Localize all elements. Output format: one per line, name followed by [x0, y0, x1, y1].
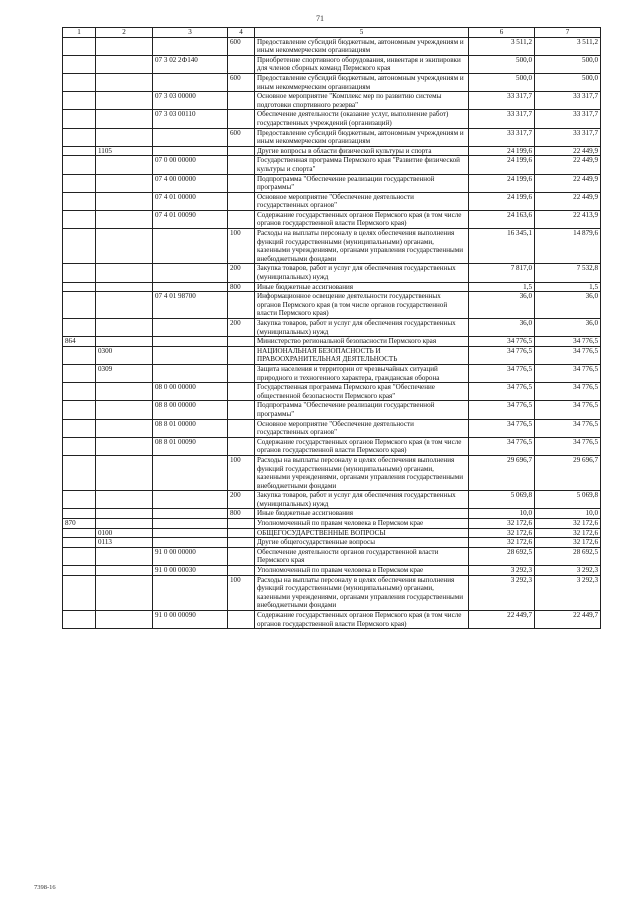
amount-2017-cell: 34 776,5: [469, 346, 535, 364]
expense-type-cell: 100: [228, 229, 255, 264]
admin-code-cell: 864: [63, 337, 96, 347]
expense-type-cell: [228, 156, 255, 174]
admin-code-cell: [63, 538, 96, 548]
target-code-cell: [153, 264, 228, 282]
amount-2018-cell: 22 449,9: [535, 192, 601, 210]
amount-2018-cell: 14 879,6: [535, 229, 601, 264]
section-code-cell: [96, 611, 153, 629]
section-code-cell: [96, 383, 153, 401]
description-cell: Предоставление субсидий бюджетным, автономным учреждениям и иным некоммерческим организациям: [255, 73, 469, 91]
target-code-cell: [153, 519, 228, 529]
expense-type-cell: [228, 210, 255, 228]
section-code-cell: [96, 229, 153, 264]
expense-type-cell: [228, 611, 255, 629]
amount-2017-cell: 24 199,6: [469, 192, 535, 210]
description-cell: Закупка товаров, работ и услуг для обеспечения государственных (муниципальных) нужд: [255, 319, 469, 337]
section-code-cell: [96, 401, 153, 419]
description-cell: Закупка товаров, работ и услуг для обеспечения государственных (муниципальных) нужд: [255, 491, 469, 509]
section-code-cell: [96, 419, 153, 437]
section-code-cell: [96, 110, 153, 128]
section-code-cell: 0309: [96, 364, 153, 382]
description-cell: Расходы на выплаты персоналу в целях обеспечения выполнения функций государственными (муниципальными) органами, казенными учреждениями, органами управления государственными внебюджетными фондами: [255, 455, 469, 490]
table-row: [63, 156, 601, 174]
admin-code-cell: [63, 146, 96, 156]
section-code-cell: [96, 575, 153, 610]
description-cell: Государственная программа Пермского края "Развитие физической культуры и спорта": [255, 156, 469, 174]
header-cell: 6: [469, 28, 535, 38]
description-cell: Подпрограмма "Обеспечение реализации государственной программы": [255, 174, 469, 192]
amount-2017-cell: 34 776,5: [469, 337, 535, 347]
table-row: [63, 519, 601, 529]
target-code-cell: 08 8 00 00000: [153, 401, 228, 419]
target-code-cell: [153, 146, 228, 156]
admin-code-cell: [63, 566, 96, 576]
table-row: [63, 419, 601, 437]
table-row: [63, 528, 601, 538]
section-code-cell: [96, 491, 153, 509]
expense-type-cell: 100: [228, 575, 255, 610]
expense-type-cell: [228, 519, 255, 529]
amount-2018-cell: 5 069,8: [535, 491, 601, 509]
table-row: [63, 282, 601, 292]
target-code-cell: 07 4 01 98700: [153, 292, 228, 319]
description-cell: Обеспечение деятельности органов государственной власти Пермского края: [255, 547, 469, 565]
table-row: [63, 319, 601, 337]
description-cell: Содержание государственных органов Пермского края (в том числе органов государственной власти Пермского края): [255, 437, 469, 455]
admin-code-cell: [63, 210, 96, 228]
amount-2017-cell: 32 172,6: [469, 519, 535, 529]
description-cell: Закупка товаров, работ и услуг для обеспечения государственных (муниципальных) нужд: [255, 264, 469, 282]
description-cell: Основное мероприятие "Обеспечение деятельности государственных органов": [255, 419, 469, 437]
target-code-cell: [153, 528, 228, 538]
amount-2017-cell: 1,5: [469, 282, 535, 292]
table-row: [63, 110, 601, 128]
amount-2018-cell: 36,0: [535, 319, 601, 337]
description-cell: Государственная программа Пермского края "Обеспечение общественной безопасности Пермского края": [255, 383, 469, 401]
amount-2018-cell: 500,0: [535, 73, 601, 91]
table-row: [63, 55, 601, 73]
target-code-cell: [153, 491, 228, 509]
table-row: [63, 210, 601, 228]
amount-2017-cell: 33 317,7: [469, 92, 535, 110]
amount-2017-cell: 28 692,5: [469, 547, 535, 565]
description-cell: Подпрограмма "Обеспечение реализации государственной программы": [255, 401, 469, 419]
description-cell: Содержание государственных органов Пермского края (в том числе органов государственной власти Пермского края): [255, 210, 469, 228]
table-row: [63, 346, 601, 364]
header-cell: 4: [228, 28, 255, 38]
amount-2017-cell: 34 776,5: [469, 419, 535, 437]
expense-type-cell: [228, 174, 255, 192]
description-cell: Обеспечение деятельности (оказание услуг, выполнение работ) государственных учреждений (организаций): [255, 110, 469, 128]
target-code-cell: [153, 337, 228, 347]
expense-type-cell: [228, 419, 255, 437]
section-code-cell: [96, 547, 153, 565]
section-code-cell: [96, 264, 153, 282]
section-code-cell: [96, 292, 153, 319]
target-code-cell: 91 0 00 00090: [153, 611, 228, 629]
target-code-cell: 07 4 00 00000: [153, 174, 228, 192]
admin-code-cell: [63, 282, 96, 292]
expense-type-cell: [228, 146, 255, 156]
amount-2018-cell: 22 449,9: [535, 146, 601, 156]
amount-2018-cell: 36,0: [535, 292, 601, 319]
amount-2017-cell: 500,0: [469, 73, 535, 91]
target-code-cell: [153, 73, 228, 91]
expense-type-cell: 200: [228, 264, 255, 282]
admin-code-cell: [63, 364, 96, 382]
admin-code-cell: [63, 575, 96, 610]
description-cell: Содержание государственных органов Пермского края (в том числе органов государственной власти Пермского края): [255, 611, 469, 629]
table-row: [63, 292, 601, 319]
target-code-cell: [153, 282, 228, 292]
target-code-cell: [153, 128, 228, 146]
expense-type-cell: 200: [228, 491, 255, 509]
header-cell: 1: [63, 28, 96, 38]
section-code-cell: [96, 156, 153, 174]
expense-type-cell: [228, 437, 255, 455]
amount-2018-cell: 22 413,9: [535, 210, 601, 228]
amount-2018-cell: 34 776,5: [535, 401, 601, 419]
target-code-cell: 07 0 00 00000: [153, 156, 228, 174]
table-row: [63, 491, 601, 509]
header-cell: 2: [96, 28, 153, 38]
expense-type-cell: [228, 401, 255, 419]
expense-type-cell: [228, 292, 255, 319]
amount-2017-cell: 24 163,6: [469, 210, 535, 228]
amount-2018-cell: 33 317,7: [535, 110, 601, 128]
table-row: [63, 92, 601, 110]
amount-2018-cell: 1,5: [535, 282, 601, 292]
admin-code-cell: 870: [63, 519, 96, 529]
table-row: [63, 337, 601, 347]
amount-2017-cell: 32 172,6: [469, 538, 535, 548]
description-cell: Иные бюджетные ассигнования: [255, 282, 469, 292]
target-code-cell: 07 4 01 00090: [153, 210, 228, 228]
amount-2018-cell: 28 692,5: [535, 547, 601, 565]
table-row: [63, 73, 601, 91]
table-row: [63, 455, 601, 490]
table-row: [63, 37, 601, 55]
expense-type-cell: [228, 528, 255, 538]
table-row: [63, 264, 601, 282]
admin-code-cell: [63, 192, 96, 210]
target-code-cell: 91 0 00 00030: [153, 566, 228, 576]
table-row: [63, 229, 601, 264]
description-cell: Информационное освещение деятельности государственных органов Пермского края (в том числе органов государственной власти Пермского края): [255, 292, 469, 319]
section-code-cell: [96, 37, 153, 55]
description-cell: Основное мероприятие "Комплекс мер по развитию системы подготовки спортивного резерва": [255, 92, 469, 110]
expense-type-cell: [228, 538, 255, 548]
section-code-cell: [96, 192, 153, 210]
target-code-cell: 07 3 02 2Ф140: [153, 55, 228, 73]
admin-code-cell: [63, 73, 96, 91]
target-code-cell: [153, 319, 228, 337]
expense-type-cell: 800: [228, 282, 255, 292]
amount-2017-cell: 24 199,6: [469, 156, 535, 174]
target-code-cell: [153, 364, 228, 382]
amount-2018-cell: 34 776,5: [535, 383, 601, 401]
description-cell: НАЦИОНАЛЬНАЯ БЕЗОПАСНОСТЬ И ПРАВООХРАНИТЕЛЬНАЯ ДЕЯТЕЛЬНОСТЬ: [255, 346, 469, 364]
section-code-cell: [96, 282, 153, 292]
description-cell: Другие общегосударственные вопросы: [255, 538, 469, 548]
expense-type-cell: [228, 192, 255, 210]
amount-2017-cell: 34 776,5: [469, 437, 535, 455]
amount-2018-cell: 22 449,7: [535, 611, 601, 629]
admin-code-cell: [63, 37, 96, 55]
expense-type-cell: [228, 337, 255, 347]
section-code-cell: [96, 319, 153, 337]
target-code-cell: [153, 575, 228, 610]
amount-2017-cell: 24 199,6: [469, 146, 535, 156]
admin-code-cell: [63, 128, 96, 146]
target-code-cell: 08 8 01 00090: [153, 437, 228, 455]
header-cell: 5: [255, 28, 469, 38]
expense-type-cell: 800: [228, 509, 255, 519]
amount-2017-cell: 29 696,7: [469, 455, 535, 490]
description-cell: Приобретение спортивного оборудования, инвентаря и экипировки для членов сборных команд Пермского края: [255, 55, 469, 73]
expense-type-cell: [228, 364, 255, 382]
target-code-cell: 07 3 03 00000: [153, 92, 228, 110]
description-cell: Предоставление субсидий бюджетным, автономным учреждениям и иным некоммерческим организациям: [255, 37, 469, 55]
target-code-cell: [153, 509, 228, 519]
amount-2017-cell: 7 817,0: [469, 264, 535, 282]
section-code-cell: [96, 519, 153, 529]
table-row: [63, 566, 601, 576]
table-row: [63, 611, 601, 629]
section-code-cell: 0113: [96, 538, 153, 548]
amount-2018-cell: 3 511,2: [535, 37, 601, 55]
description-cell: Основное мероприятие "Обеспечение деятельности государственных органов": [255, 192, 469, 210]
header-cell: 3: [153, 28, 228, 38]
amount-2018-cell: 3 292,3: [535, 566, 601, 576]
amount-2018-cell: 32 172,6: [535, 528, 601, 538]
amount-2017-cell: 36,0: [469, 292, 535, 319]
budget-table: [62, 27, 601, 629]
amount-2018-cell: 34 776,5: [535, 364, 601, 382]
amount-2018-cell: 22 449,9: [535, 156, 601, 174]
section-code-cell: [96, 210, 153, 228]
amount-2017-cell: 3 511,2: [469, 37, 535, 55]
amount-2017-cell: 32 172,6: [469, 528, 535, 538]
document-code: 7398-16: [34, 884, 56, 891]
section-code-cell: [96, 55, 153, 73]
section-code-cell: [96, 73, 153, 91]
section-code-cell: [96, 337, 153, 347]
amount-2018-cell: 32 172,6: [535, 538, 601, 548]
table-row: [63, 509, 601, 519]
amount-2018-cell: 10,0: [535, 509, 601, 519]
target-code-cell: [153, 346, 228, 364]
amount-2017-cell: 10,0: [469, 509, 535, 519]
amount-2018-cell: 33 317,7: [535, 92, 601, 110]
amount-2018-cell: 34 776,5: [535, 419, 601, 437]
amount-2017-cell: 36,0: [469, 319, 535, 337]
amount-2017-cell: 34 776,5: [469, 383, 535, 401]
target-code-cell: 07 3 03 00110: [153, 110, 228, 128]
admin-code-cell: [63, 292, 96, 319]
target-code-cell: 91 0 00 00000: [153, 547, 228, 565]
table-row: [63, 547, 601, 565]
amount-2017-cell: 5 069,8: [469, 491, 535, 509]
table-row: [63, 364, 601, 382]
target-code-cell: 07 4 01 00000: [153, 192, 228, 210]
description-cell: Защита населения и территории от чрезвычайных ситуаций природного и техногенного характера, гражданская оборона: [255, 364, 469, 382]
admin-code-cell: [63, 174, 96, 192]
amount-2018-cell: 32 172,6: [535, 519, 601, 529]
admin-code-cell: [63, 319, 96, 337]
target-code-cell: [153, 455, 228, 490]
description-cell: ОБЩЕГОСУДАРСТВЕННЫЕ ВОПРОСЫ: [255, 528, 469, 538]
section-code-cell: [96, 509, 153, 519]
amount-2018-cell: 34 776,5: [535, 346, 601, 364]
amount-2018-cell: 22 449,9: [535, 174, 601, 192]
amount-2018-cell: 34 776,5: [535, 437, 601, 455]
section-code-cell: 0300: [96, 346, 153, 364]
section-code-cell: 0100: [96, 528, 153, 538]
expense-type-cell: 100: [228, 455, 255, 490]
amount-2018-cell: 3 292,3: [535, 575, 601, 610]
amount-2017-cell: 22 449,7: [469, 611, 535, 629]
admin-code-cell: [63, 419, 96, 437]
amount-2017-cell: 3 292,3: [469, 566, 535, 576]
admin-code-cell: [63, 383, 96, 401]
amount-2018-cell: 500,0: [535, 55, 601, 73]
amount-2018-cell: 7 532,8: [535, 264, 601, 282]
amount-2017-cell: 33 317,7: [469, 128, 535, 146]
table-row: [63, 401, 601, 419]
header-cell: 7: [535, 28, 601, 38]
section-code-cell: [96, 455, 153, 490]
admin-code-cell: [63, 611, 96, 629]
section-code-cell: [96, 128, 153, 146]
table-row: [63, 146, 601, 156]
expense-type-cell: [228, 55, 255, 73]
target-code-cell: [153, 538, 228, 548]
admin-code-cell: [63, 528, 96, 538]
table-row: [63, 128, 601, 146]
amount-2017-cell: 24 199,6: [469, 174, 535, 192]
target-code-cell: 08 8 01 00000: [153, 419, 228, 437]
expense-type-cell: 600: [228, 37, 255, 55]
description-cell: Министерство региональной безопасности Пермского края: [255, 337, 469, 347]
admin-code-cell: [63, 156, 96, 174]
expense-type-cell: [228, 92, 255, 110]
section-code-cell: [96, 437, 153, 455]
admin-code-cell: [63, 264, 96, 282]
admin-code-cell: [63, 346, 96, 364]
table-row: [63, 174, 601, 192]
table-row: [63, 575, 601, 610]
description-cell: Уполномоченный по правам человека в Пермском крае: [255, 519, 469, 529]
amount-2017-cell: 16 345,1: [469, 229, 535, 264]
expense-type-cell: [228, 547, 255, 565]
section-code-cell: [96, 92, 153, 110]
expense-type-cell: 600: [228, 128, 255, 146]
table-row: [63, 437, 601, 455]
admin-code-cell: [63, 491, 96, 509]
amount-2017-cell: 33 317,7: [469, 110, 535, 128]
table-header-row: [63, 28, 601, 38]
admin-code-cell: [63, 92, 96, 110]
section-code-cell: [96, 566, 153, 576]
amount-2017-cell: 34 776,5: [469, 401, 535, 419]
description-cell: Иные бюджетные ассигнования: [255, 509, 469, 519]
table-row: [63, 192, 601, 210]
table-row: [63, 538, 601, 548]
admin-code-cell: [63, 509, 96, 519]
description-cell: Предоставление субсидий бюджетным, автономным учреждениям и иным некоммерческим организациям: [255, 128, 469, 146]
description-cell: Уполномоченный по правам человека в Пермском крае: [255, 566, 469, 576]
amount-2017-cell: 500,0: [469, 55, 535, 73]
amount-2018-cell: 29 696,7: [535, 455, 601, 490]
section-code-cell: [96, 174, 153, 192]
expense-type-cell: 600: [228, 73, 255, 91]
amount-2018-cell: 33 317,7: [535, 128, 601, 146]
amount-2018-cell: 34 776,5: [535, 337, 601, 347]
expense-type-cell: [228, 346, 255, 364]
expense-type-cell: [228, 566, 255, 576]
section-code-cell: 1105: [96, 146, 153, 156]
admin-code-cell: [63, 55, 96, 73]
description-cell: Расходы на выплаты персоналу в целях обеспечения выполнения функций государственными (муниципальными) органами, казенными учреждениями, органами управления государственными внебюджетными фондами: [255, 229, 469, 264]
admin-code-cell: [63, 547, 96, 565]
expense-type-cell: 200: [228, 319, 255, 337]
page-number: 71: [316, 14, 324, 23]
description-cell: Расходы на выплаты персоналу в целях обеспечения выполнения функций государственными (муниципальными) органами, казенными учреждениями, органами управления государственными внебюджетными фондами: [255, 575, 469, 610]
table-row: [63, 383, 601, 401]
expense-type-cell: [228, 383, 255, 401]
target-code-cell: [153, 37, 228, 55]
expense-type-cell: [228, 110, 255, 128]
admin-code-cell: [63, 401, 96, 419]
admin-code-cell: [63, 455, 96, 490]
admin-code-cell: [63, 437, 96, 455]
target-code-cell: [153, 229, 228, 264]
amount-2017-cell: 34 776,5: [469, 364, 535, 382]
description-cell: Другие вопросы в области физической культуры и спорта: [255, 146, 469, 156]
admin-code-cell: [63, 229, 96, 264]
target-code-cell: 08 0 00 00000: [153, 383, 228, 401]
amount-2017-cell: 3 292,3: [469, 575, 535, 610]
admin-code-cell: [63, 110, 96, 128]
